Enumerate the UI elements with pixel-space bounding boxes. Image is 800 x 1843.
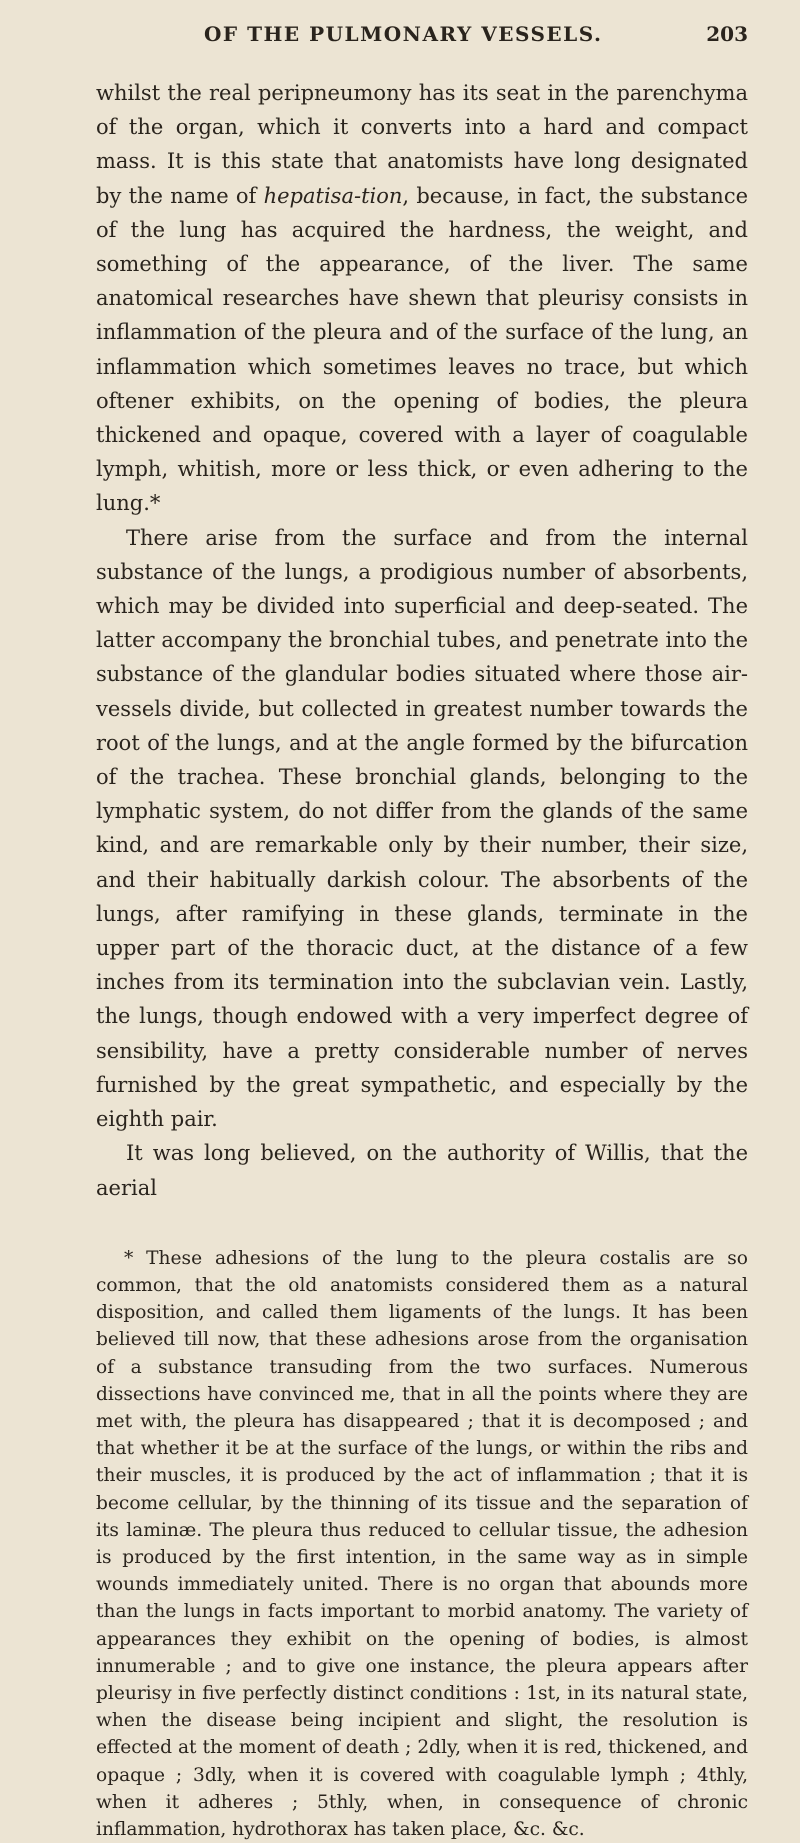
paragraph-3: It was long believed, on the authority of Willis, that the aerial (96, 1141, 748, 1200)
paragraph-1-text-c: , because, in fact, the substance of the lung has acquired the hardness, the weight, and something of the appearance, of the liver. The same anatomical researches have shewn that pleurisy consists in inflammation of the pleura and of the surface of the lung, an inflammation which sometimes leaves no trace, but which oftener exhibits, on the opening of bodies, the pleura thickened and opaque, covered with a layer of coagulable lymph, whitish, more or less thick, or even adhering to the lung.* (96, 183, 749, 516)
page-number: 203 (706, 22, 748, 46)
paragraph-1 (96, 76, 748, 521)
footnote (96, 1245, 748, 1843)
main-text (96, 76, 748, 1205)
paragraph-1-italic-term: hepatisa-tion (263, 183, 403, 208)
paragraph-2: There arise from the surface and from the internal substance of the lungs, a prodigious number of absorbents, which may be divided into superficial and deep-seated. The latter accompany the bronchial tubes, and penetrate into the substance of the glandular bodies situated where those air-vessels divide, but collected in greatest number towards the root of the lungs, and at the angle formed by the bifurcation of the trachea. These bronchial glands, belonging to the lymphatic system, do not differ from the glands of the same kind, and are remarkable only by their number, their size, and their habitually darkish colour. The absorbents of the lungs, after ramifying in these glands, terminate in the upper part of the thoracic duct, at the distance of a few inches from its termination into the subclavian vein. Lastly, the lungs, though endowed with a very imperfect degree of sensibility, have a pretty considerable number of nerves furnished by the great sympathetic, and especially by the eighth pair. (96, 525, 748, 1132)
running-head: OF THE PULMONARY VESSELS. (204, 22, 603, 46)
page-header (96, 12, 748, 52)
paragraph-1-text-a: whilst the real peripneumony has its seat in the parenchyma of the organ, which it converts into a hard and compact mass. It is this state that anatomists have long designated by the name of (96, 81, 748, 208)
footnote-text: * These adhesions of the lung to the pleura costalis are so common, that the old anatomists considered them as a natural disposition, and called them ligaments of the lungs. It has been believed till now, that these adhesions arose from the organisation of a substance transuding from the two surfaces. Numerous dissections have convinced me, that in all the points where they are met with, the pleura has disappeared ; that it is decomposed ; and that whether it be at the surface of the lungs, or within the ribs and their muscles, it is produced by the act of inflammation ; that it is become cellular, by the thinning of its tissue and the separation of its laminæ. The pleura thus reduced to cellular tissue, the adhesion is produced by the first intention, in the same way as in simple wounds immediately united. There is no organ that abounds more than the lungs in facts important to morbid anatomy. The variety of appearances they exhibit on the opening of bodies, is almost innumerable ; and to give one instance, the pleura appears after pleurisy in five perfectly distinct conditions : 1st, in its natural state, when the disease being incipient and slight, the resolution is effected at the moment of death ; 2dly, when it is red, thickened, and opaque ; 3dly, when it is covered with coagulable lymph ; 4thly, when it adheres ; 5thly, when, in consequence of chronic inflammation, hydrothorax has taken place, &c. &c. (96, 1247, 748, 1840)
